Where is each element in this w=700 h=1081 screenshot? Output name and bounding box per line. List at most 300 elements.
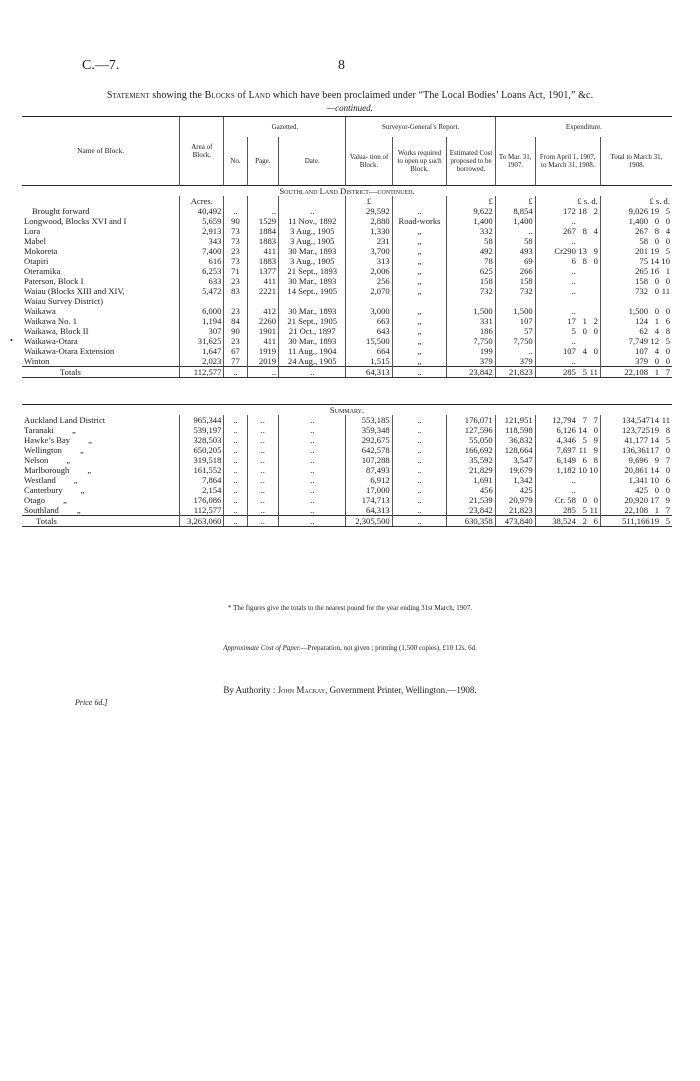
total-to-1908-d: 5: [665, 434, 670, 445]
works: ..: [392, 505, 447, 516]
works: Road-works: [392, 216, 447, 226]
table-row: [22, 236, 672, 246]
from-april-1907-d: 0: [593, 325, 598, 336]
total-to-1908-d: 0: [665, 345, 670, 356]
from-april-1907-l: Cr290: [554, 245, 576, 256]
total-to-1908-l: 1,341: [628, 474, 648, 485]
estimated-cost: 186: [447, 326, 495, 336]
to-mar-1907: 7,750: [495, 336, 535, 346]
valuation: 15,500: [346, 336, 392, 346]
from-april-1907: [535, 336, 600, 346]
total-to-1908-d: 7: [665, 504, 670, 515]
block-name: Lora: [24, 225, 41, 236]
gazette-page: 1377: [247, 266, 279, 276]
from-april-1907: [535, 326, 600, 336]
from-april-1907: [535, 316, 600, 326]
block-name: Totals: [22, 366, 180, 377]
area: 328,503: [180, 435, 224, 445]
total-to-1908-l: 425: [635, 484, 648, 495]
total-to-1908-s: 17: [650, 494, 659, 505]
total-to-1908: [600, 266, 672, 276]
title-word-blocks: Blocks: [204, 90, 235, 101]
total-to-1908-d: 0: [665, 464, 670, 475]
from-april-1907-l: ..: [571, 235, 576, 246]
valuation: 29,592: [346, 206, 392, 216]
works: „: [392, 346, 447, 356]
works: ..: [392, 515, 447, 526]
district-name: [22, 505, 180, 516]
header-date: Date.: [279, 137, 346, 185]
total-to-1908-s: 4: [654, 325, 659, 336]
estimated-cost: 630,358: [447, 515, 495, 526]
to-mar-1907: 107: [495, 316, 535, 326]
from-april-1907-d: 11: [589, 504, 598, 515]
district-name: [22, 445, 180, 455]
gazette-no: 73: [224, 236, 247, 246]
gazette-page: 2221: [247, 286, 279, 296]
block-name: Waiau (Blocks XIII and XIV,: [24, 285, 125, 296]
area: 2,154: [180, 485, 224, 495]
works: ..: [392, 445, 447, 455]
block-name: Waikawa-Otara Extension: [24, 345, 115, 356]
estimated-cost: 199: [447, 346, 495, 356]
unit-lsd: £ s. d.: [600, 196, 672, 206]
block-name: Otapiri: [24, 255, 49, 266]
from-april-1907-s: 13: [578, 245, 587, 256]
total-to-1908-d: 5: [665, 245, 670, 256]
table-row: [22, 246, 672, 256]
gazette-no: ..: [224, 366, 247, 377]
gazette-no: 90: [224, 216, 247, 226]
header-gazetted: Gazetted.: [224, 117, 346, 138]
estimated-cost: [447, 296, 495, 306]
gazette-no: ..: [224, 485, 247, 495]
gazette-no: 23: [224, 276, 247, 286]
from-april-1907: [535, 246, 600, 256]
works: ..: [392, 206, 447, 216]
total-to-1908-l: 58: [639, 235, 648, 246]
valuation: 87,493: [346, 465, 392, 475]
header-total: Total to March 31, 1908.: [600, 137, 672, 185]
total-to-1908: [600, 256, 672, 266]
works: ..: [392, 366, 447, 377]
gazette-date: ..: [279, 475, 346, 485]
from-april-1907: [535, 256, 600, 266]
total-to-1908-d: 11: [661, 285, 670, 296]
district-label: Southland: [24, 504, 59, 515]
total-to-1908: [600, 316, 672, 326]
gazette-date: ..: [279, 505, 346, 516]
valuation: 553,185: [346, 415, 392, 425]
area: 112,577: [180, 505, 224, 516]
from-april-1907: [535, 465, 600, 475]
gazette-no: ..: [224, 495, 247, 505]
total-to-1908-l: 1,400: [628, 215, 648, 226]
estimated-cost: 35,592: [447, 455, 495, 465]
from-april-1907-d: 7: [593, 414, 598, 425]
area: 319,518: [180, 455, 224, 465]
gazette-date: 24 Aug., 1905: [279, 356, 346, 367]
from-april-1907: [535, 445, 600, 455]
gazette-date: ..: [279, 485, 346, 495]
price: Price 6d.]: [75, 698, 108, 707]
table-row: [22, 276, 672, 286]
total-to-1908-d: 10: [661, 255, 670, 266]
works: ..: [392, 485, 447, 495]
district-label: Hawke’s Bay: [24, 434, 71, 445]
works: „: [392, 326, 447, 336]
gazette-no: [224, 296, 247, 306]
gazette-date: 30 Mar., 1893: [279, 306, 346, 316]
works: „: [392, 306, 447, 316]
total-to-1908-s: 0: [654, 215, 659, 226]
block-name: Oteramika: [24, 265, 61, 276]
from-april-1907: [535, 515, 600, 526]
gazette-no: 77: [224, 356, 247, 367]
works: ..: [392, 465, 447, 475]
total-to-1908: [600, 336, 672, 346]
from-april-1907-l: ..: [571, 355, 576, 366]
valuation: 256: [346, 276, 392, 286]
total-to-1908-s: 12: [650, 335, 659, 346]
works: „: [392, 276, 447, 286]
printer-name: John Mackay: [277, 685, 326, 695]
gazette-date: ..: [279, 206, 346, 216]
to-mar-1907: 121,951: [495, 415, 535, 425]
from-april-1907: [535, 226, 600, 236]
valuation: 664: [346, 346, 392, 356]
estimated-cost: 732: [447, 286, 495, 296]
district-label: Marlborough: [24, 464, 70, 475]
estimated-cost: 21,539: [447, 495, 495, 505]
to-mar-1907: 266: [495, 266, 535, 276]
works: „: [392, 336, 447, 346]
estimated-cost: 21,829: [447, 465, 495, 475]
unit-pound: £: [495, 196, 535, 206]
to-mar-1907: 20,979: [495, 495, 535, 505]
from-april-1907-d: 6: [593, 515, 598, 526]
total-to-1908: [600, 505, 672, 516]
land-blocks-table: [22, 116, 672, 527]
gazette-date: ..: [279, 415, 346, 425]
total-to-1908-d: 6: [665, 315, 670, 326]
gazette-date: 11 Aug., 1904: [279, 346, 346, 356]
gazette-no: ..: [224, 425, 247, 435]
valuation: 2,070: [346, 286, 392, 296]
valuation: 1,515: [346, 356, 392, 367]
ditto-mark: „: [76, 504, 81, 515]
estimated-cost: 23,842: [447, 505, 495, 516]
header-surveyor: Surveyor-General’s Report.: [346, 117, 495, 138]
ditto-mark: „: [80, 484, 85, 495]
from-april-1907-d: 2: [593, 205, 598, 216]
gazette-date: ..: [279, 515, 346, 526]
table-row: [22, 326, 672, 336]
summary-row: [22, 485, 672, 495]
area: 31,625: [180, 336, 224, 346]
area: 112,577: [180, 366, 224, 377]
valuation: 231: [346, 236, 392, 246]
gazette-page: ..: [247, 505, 279, 516]
total-to-1908-s: 17: [650, 444, 659, 455]
from-april-1907-l: 5: [571, 325, 576, 336]
from-april-1907: [535, 356, 600, 367]
estimated-cost: 7,750: [447, 336, 495, 346]
district-name: [22, 415, 180, 425]
from-april-1907-s: 2: [582, 515, 587, 526]
header-from-april: From April 1, 1907, to March 31, 1908.: [535, 137, 600, 185]
district-name: [22, 425, 180, 435]
valuation: 107,288: [346, 455, 392, 465]
total-to-1908-l: 201: [635, 245, 648, 256]
table-row: [22, 296, 672, 306]
from-april-1907: [535, 485, 600, 495]
estimated-cost: 78: [447, 256, 495, 266]
valuation: 2,305,500: [346, 515, 392, 526]
gazette-date: ..: [279, 495, 346, 505]
gazette-page: 1884: [247, 226, 279, 236]
estimated-cost: 1,500: [447, 306, 495, 316]
header-no: No.: [224, 137, 247, 185]
summary-row: [22, 415, 672, 425]
total-to-1908-s: 19: [650, 245, 659, 256]
total-to-1908-d: 5: [665, 515, 670, 526]
from-april-1907-s: 10: [578, 464, 587, 475]
gazette-page: ..: [247, 485, 279, 495]
summary-row: [22, 445, 672, 455]
total-to-1908-l: 265: [635, 265, 648, 276]
area: 5,472: [180, 286, 224, 296]
from-april-1907: [535, 475, 600, 485]
gazette-page: ..: [247, 366, 279, 377]
document-reference: C.—7.: [82, 58, 120, 73]
header-to-mar: To Mar. 31, 1907.: [495, 137, 535, 185]
from-april-1907: [535, 306, 600, 316]
table-row: [22, 336, 672, 346]
total-to-1908: [600, 226, 672, 236]
block-name: Waikawa-Otara: [24, 335, 78, 346]
gazette-no: ..: [224, 415, 247, 425]
area: 1,647: [180, 346, 224, 356]
total-to-1908-d: 7: [665, 454, 670, 465]
title-part: of: [234, 90, 249, 101]
from-april-1907-d: 0: [593, 494, 598, 505]
table-row: [22, 266, 672, 276]
estimated-cost: 176,071: [447, 415, 495, 425]
from-april-1907-l: 6: [571, 255, 576, 266]
from-april-1907-l: 6,126: [556, 424, 576, 435]
to-mar-1907: 118,598: [495, 425, 535, 435]
estimated-cost: 58: [447, 236, 495, 246]
total-to-1908-d: 1: [665, 265, 670, 276]
gazette-page: 411: [247, 336, 279, 346]
gazette-page: 411: [247, 246, 279, 256]
gazette-date: 21 Sept., 1905: [279, 316, 346, 326]
gazette-date: 14 Sept., 1905: [279, 286, 346, 296]
gazette-page: ..: [247, 206, 279, 216]
to-mar-1907: 69: [495, 256, 535, 266]
area: [180, 296, 224, 306]
to-mar-1907: 425: [495, 485, 535, 495]
total-to-1908: [600, 445, 672, 455]
from-april-1907: [535, 505, 600, 516]
from-april-1907-l: 107: [563, 345, 576, 356]
from-april-1907-l: 285: [563, 366, 576, 377]
district-name: [22, 465, 180, 475]
area: 7,864: [180, 475, 224, 485]
block-name: Mokoreta: [24, 245, 58, 256]
total-to-1908-s: 1: [654, 504, 659, 515]
total-to-1908: [600, 495, 672, 505]
from-april-1907-d: 0: [593, 345, 598, 356]
from-april-1907-d: 0: [593, 424, 598, 435]
block-name: Waikawa, Block II: [24, 325, 89, 336]
from-april-1907-s: 5: [582, 434, 587, 445]
gazette-date: ..: [279, 455, 346, 465]
header-page: Page.: [247, 137, 279, 185]
total-to-1908-l: 136,361: [622, 444, 650, 455]
to-mar-1907: 19,679: [495, 465, 535, 475]
gazette-no: 67: [224, 346, 247, 356]
estimated-cost: 55,050: [447, 435, 495, 445]
valuation: 6,912: [346, 475, 392, 485]
total-to-1908: [600, 246, 672, 256]
works: „: [392, 286, 447, 296]
total-to-1908-d: 7: [665, 366, 670, 377]
works: „: [392, 246, 447, 256]
works: „: [392, 316, 447, 326]
from-april-1907: [535, 346, 600, 356]
total-to-1908: [600, 475, 672, 485]
total-to-1908-d: 9: [665, 494, 670, 505]
total-to-1908: [600, 356, 672, 367]
gazette-date: 21 Sept., 1893: [279, 266, 346, 276]
gazette-page: ..: [247, 475, 279, 485]
from-april-1907-d: 10: [589, 464, 598, 475]
valuation: 643: [346, 326, 392, 336]
total-to-1908-l: 107: [635, 345, 648, 356]
ditto-mark: „: [88, 434, 92, 445]
district-name: [22, 455, 180, 465]
gazette-no: 84: [224, 316, 247, 326]
gazette-page: ..: [247, 435, 279, 445]
ditto-mark: „: [73, 474, 78, 485]
estimated-cost: 1,400: [447, 216, 495, 226]
estimated-cost: 1,691: [447, 475, 495, 485]
from-april-1907-l: ..: [571, 484, 576, 495]
valuation: 64,313: [346, 366, 392, 377]
works: ..: [392, 435, 447, 445]
unit-pound: £: [447, 196, 495, 206]
gazette-no: 73: [224, 226, 247, 236]
gazette-no: ..: [224, 445, 247, 455]
to-mar-1907: ..: [495, 346, 535, 356]
page-number: 8: [338, 58, 345, 73]
gazette-no: 23: [224, 246, 247, 256]
total-to-1908: [600, 485, 672, 495]
total-to-1908-s: 14: [650, 434, 659, 445]
block-name: Brought forward: [32, 205, 90, 216]
total-to-1908-s: 14: [650, 414, 659, 425]
total-to-1908-s: 0: [654, 305, 659, 316]
district-label: Auckland Land District: [24, 414, 106, 425]
area: 650,205: [180, 445, 224, 455]
gazette-page: 411: [247, 276, 279, 286]
table-row: [22, 306, 672, 316]
gazette-page: [247, 296, 279, 306]
block-name: Paterson, Block I: [24, 275, 84, 286]
area: 539,197: [180, 425, 224, 435]
total-to-1908-l: 22,108: [624, 504, 648, 515]
gazette-date: ..: [279, 465, 346, 475]
from-april-1907-s: 11: [578, 444, 587, 455]
district-label: Taranaki: [24, 424, 54, 435]
from-april-1907: [535, 425, 600, 435]
works: ..: [392, 425, 447, 435]
total-to-1908: [600, 326, 672, 336]
gazette-page: ..: [247, 415, 279, 425]
section-title-southland: Southland Land District—continued.: [279, 185, 415, 196]
from-april-1907-s: 0: [582, 325, 587, 336]
header-name: Name of Block.: [22, 117, 180, 186]
to-mar-1907: 58: [495, 236, 535, 246]
from-april-1907-d: 9: [593, 245, 598, 256]
gazette-page: 1883: [247, 256, 279, 266]
total-to-1908-d: 6: [665, 474, 670, 485]
valuation: 313: [346, 256, 392, 266]
gazette-no: 71: [224, 266, 247, 276]
total-to-1908-l: 124: [635, 315, 648, 326]
area: 176,086: [180, 495, 224, 505]
valuation: 642,578: [346, 445, 392, 455]
total-to-1908-d: 0: [665, 215, 670, 226]
from-april-1907: [535, 415, 600, 425]
block-name: Longwood, Blocks XVI and I: [24, 215, 127, 226]
to-mar-1907: 128,664: [495, 445, 535, 455]
valuation: 292,675: [346, 435, 392, 445]
from-april-1907: [535, 495, 600, 505]
block-name: Winton: [24, 355, 50, 366]
to-mar-1907: 1,500: [495, 306, 535, 316]
district-label: Otago: [24, 494, 46, 505]
summary-row: [22, 505, 672, 516]
gazette-no: ..: [224, 465, 247, 475]
block-name: Waikawa: [24, 305, 56, 316]
gazette-page: 1529: [247, 216, 279, 226]
gazette-date: 11 Nov., 1892: [279, 216, 346, 226]
section-title-summary: Summary.: [329, 404, 365, 415]
ditto-mark: „: [87, 464, 92, 475]
from-april-1907-s: 7: [582, 414, 587, 425]
total-to-1908-s: 0: [654, 484, 659, 495]
to-mar-1907: 1,400: [495, 216, 535, 226]
from-april-1907-s: 8: [582, 225, 587, 236]
total-to-1908-s: 19: [650, 515, 659, 526]
from-april-1907-l: ..: [571, 275, 576, 286]
gazette-no: ..: [224, 435, 247, 445]
estimated-cost: 456: [447, 485, 495, 495]
area: 307: [180, 326, 224, 336]
district-label: Wellington: [24, 444, 62, 455]
to-mar-1907: 379: [495, 356, 535, 367]
summary-totals-row: [22, 515, 672, 526]
valuation: 3,000: [346, 306, 392, 316]
table-row: [22, 346, 672, 356]
summary-row: [22, 475, 672, 485]
from-april-1907-l: 267: [563, 225, 576, 236]
estimated-cost: 625: [447, 266, 495, 276]
total-to-1908-s: 9: [654, 454, 659, 465]
